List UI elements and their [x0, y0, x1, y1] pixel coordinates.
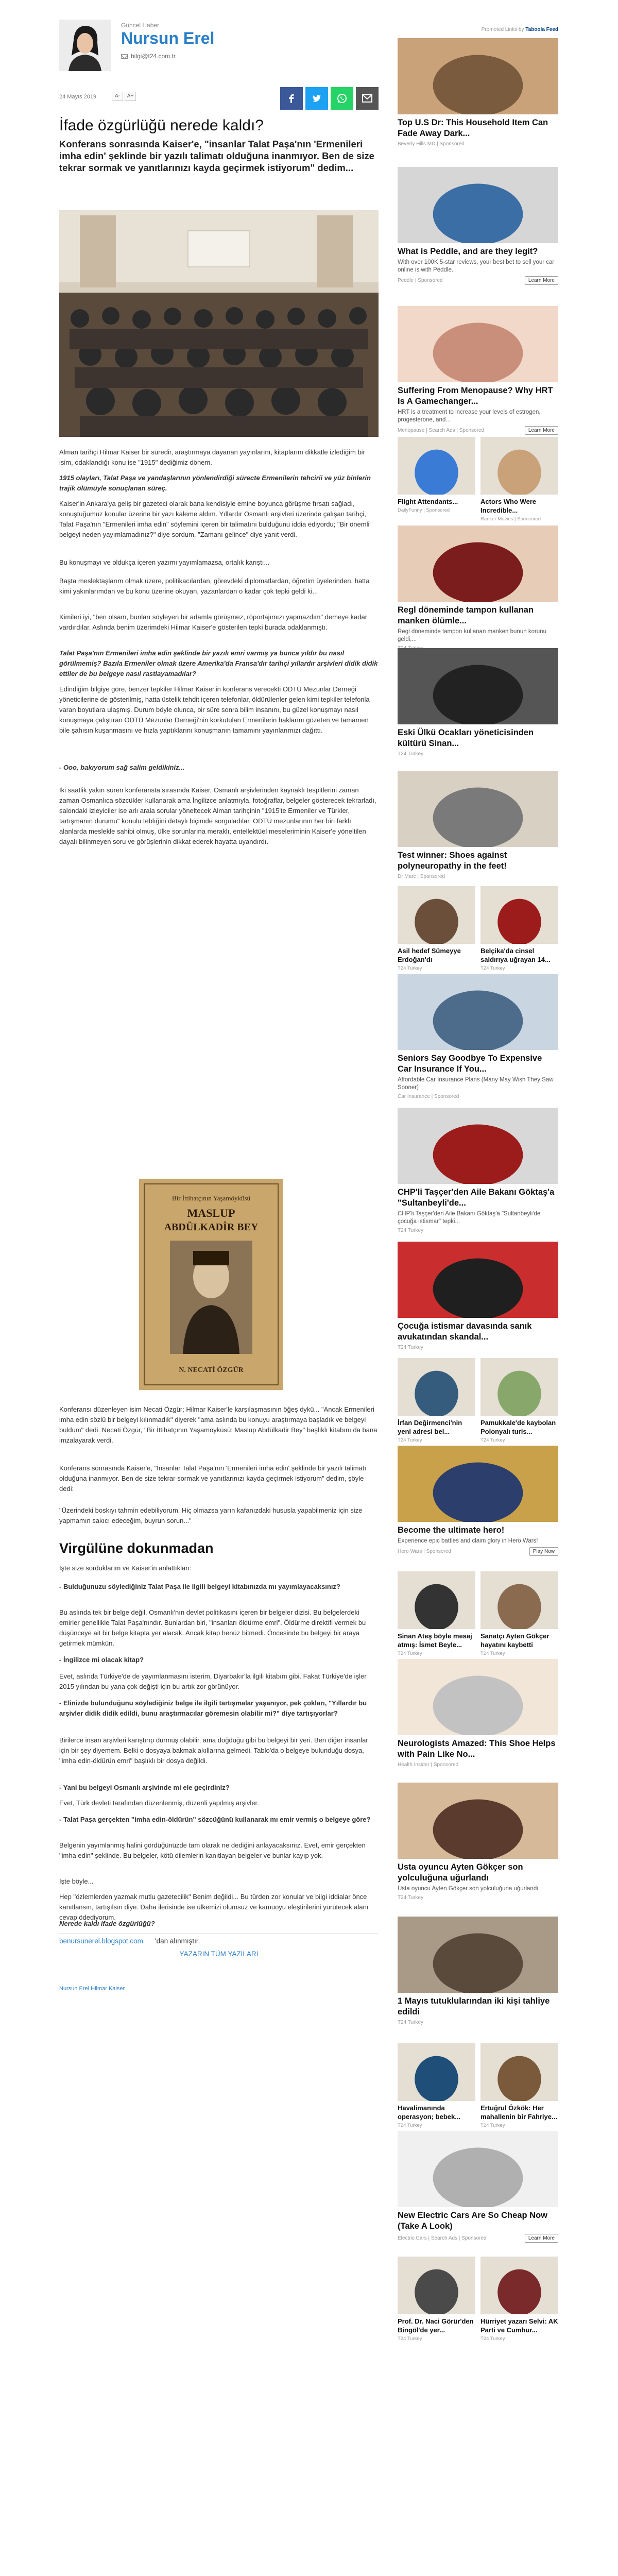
sponsored-card[interactable] — [398, 1446, 558, 1556]
font-smaller-button[interactable]: A- — [112, 92, 123, 101]
facebook-icon — [286, 93, 297, 104]
card-source-row — [398, 2020, 558, 2025]
card-source: Ranker Movies | Sponsored — [480, 516, 541, 522]
sponsored-sidebar — [398, 0, 558, 2576]
sponsored-card-small[interactable] — [480, 1358, 558, 1443]
card-thumbnail[interactable] — [398, 526, 558, 602]
card-source: T24 Turkey — [480, 1437, 505, 1443]
blog-link[interactable]: benursunerel.blogspot.com — [59, 1937, 143, 1945]
card-title[interactable]: What is Peddle, and are they legit? — [398, 247, 538, 256]
card-title[interactable]: Suffering From Menopause? Why HRT Is A Gamechanger... — [398, 386, 553, 406]
card-title[interactable]: Usta oyuncu Ayten Gökçer son yolculuğuna uğurlandı — [398, 1862, 523, 1883]
book-cover-image — [139, 1179, 283, 1390]
card-source: Electric Cars | Search Ads | Sponsored — [398, 2235, 487, 2241]
card-source: Peddle | Sponsored — [398, 278, 443, 283]
card-thumbnail[interactable] — [398, 1108, 558, 1184]
twitter-icon — [312, 93, 322, 104]
question: - Bulduğunuzu söylediğiniz Talat Paşa ile ilgili belgeyi kitabınızda mı yayımlayacaksınız? — [59, 1583, 340, 1590]
card-source: DailyFunny | Sponsored — [398, 507, 450, 513]
article-headline: İfade özgürlüğü nerede kaldı? — [59, 117, 264, 134]
interview-header: Virgülüne dokunmadan — [59, 1540, 214, 1556]
email-share-button[interactable] — [356, 87, 379, 110]
card-source-row — [398, 1547, 558, 1556]
card-source: T24 Turkey — [398, 1228, 424, 1233]
author-name[interactable]: Nursun Erel — [121, 29, 215, 47]
paragraph: Konferans sonrasında Kaiser'e, "İnsanlar Talat Paşa'nın 'Ermenileri imha edin' şeklinde bir yazılı talimatı olduğuna inanmıyor. Ben de size tekrar sormak ve yanıtlarınızı kayda geçirmek istiyorum" dedim, şöyle dedi: — [59, 1464, 366, 1493]
sponsored-card-small[interactable] — [480, 1571, 558, 1656]
whatsapp-share-button[interactable] — [331, 87, 353, 110]
paragraph: Kaiser'in Ankara'ya geliş bir gazeteci olarak bana kendisiyle emine boyunca görüşme fırsatı sağladı, konuştuğumuz konular üzerine bir yazı kaleme aldım. Yıllardır Osmanlı arşivleri üzerinde çalışan tarihçi, Talat Paşa'nın "Ermenileri imha edin" söylemini içeren bir talimatını bulduğunu iddia ediyordu; "Bir önemli belgeyi neden yayımlamadınız?" diye sordum, "Zamanı gelince" diye yanıt verdi. — [59, 500, 370, 538]
interview-intro: İşte size sorduklarım ve Kaiser'in anlattıkları: — [59, 1564, 192, 1572]
card-title[interactable]: Asil hedef Sümeyye Erdoğan'dı — [398, 947, 461, 963]
card-thumbnail[interactable] — [480, 886, 558, 944]
sponsored-card-small[interactable] — [480, 2043, 558, 2128]
author-email-text: bilgi@t24.com.tr — [131, 53, 176, 60]
answer: Evet, aslında Türkiye'de de yayımlanmasını isterim, Diyarbakır'la ilgili kitabım gibi. Fakat Türkiye'de işler 2015 yılından bu yana çok değişti için bu artık zor görünüyor. — [59, 1672, 367, 1690]
card-title[interactable]: İrfan Değirmenci'nin yeni adresi bel... — [398, 1419, 462, 1435]
card-source: T24 Turkey — [398, 965, 422, 971]
book-cover-author: N. NECATİ ÖZGÜR — [179, 1366, 244, 1374]
card-thumbnail[interactable] — [398, 38, 558, 114]
card-source: Health Insider | Sponsored — [398, 1762, 459, 1768]
answer: Evet, Türk devleti tarafından düzenlenmiş, düzenli yapılmış arşivler. — [59, 1799, 259, 1807]
card-title[interactable]: Sinan Ateş böyle mesaj atmış: İsmet Beyle... — [398, 1632, 472, 1649]
article-column — [59, 0, 379, 2576]
paragraph: Konferansı düzenleyen isim Necati Özgür; Hilmar Kaiser'le karşılaşmasının öğeş öykü... "Ancak Ermenileri imha edin sözlü bir belgeyi kılınmadık" diyerek "ama aslında bu konuyu araştırmaya başladık ve belgeyi buldum" dedi. Necati Özgür, "Bir İttihatçının Yaşamöyküsü: Maslup Abdülkadir Bey" başlıklı kitabını da bana imzalayarak verdi. — [59, 1405, 377, 1444]
card-source: T24 Turkey — [480, 965, 505, 971]
card-description: Experience epic battles and claim glory in Hero Wars! — [398, 1538, 538, 1544]
card-thumbnail[interactable] — [398, 167, 558, 243]
card-title[interactable]: Prof. Dr. Naci Görür'den Bingöl'de yer... — [398, 2317, 474, 2334]
card-cta-button[interactable]: Learn More — [525, 426, 558, 435]
card-thumbnail[interactable] — [398, 1783, 558, 1859]
card-source-row — [398, 1895, 558, 1901]
question: - İngilizce mi olacak kitap? — [59, 1656, 144, 1664]
sponsored-card-small[interactable] — [480, 2257, 558, 2342]
card-description: CHP'li Taşçer'den Aile Bakanı Göktaş'a "Sultanbeyli'de çocuğa istismar" tepki... — [398, 1211, 541, 1225]
blog-suffix: 'dan alınmıştır. — [155, 1937, 200, 1945]
card-source-row — [398, 2234, 558, 2243]
whatsapp-icon — [336, 93, 348, 104]
email-icon — [362, 94, 372, 103]
card-title[interactable]: Neurologists Amazed: This Shoe Helps with Pain Like No... — [398, 1739, 556, 1759]
author-email[interactable] — [121, 53, 176, 60]
card-title[interactable]: New Electric Cars Are So Cheap Now (Take A Look) — [398, 2211, 547, 2231]
card-thumbnail[interactable] — [398, 1358, 475, 1416]
card-title[interactable]: Flight Attendants... — [398, 498, 458, 505]
divider — [59, 1933, 379, 1934]
question: - Yani bu belgeyi Osmanlı arşivinde mi ele geçirdiniz? — [59, 1784, 230, 1791]
twitter-share-button[interactable] — [305, 87, 328, 110]
book-cover-line3: ABDÜLKADİR BEY — [164, 1222, 259, 1233]
author-box — [59, 20, 379, 76]
card-source: T24 Turkey — [480, 2123, 505, 2128]
card-source: T24 Turkey — [398, 1345, 424, 1350]
paragraph: Alman tarihçi Hilmar Kaiser bir süredir, araştırmaya dayanan yayınlarını, kitaplarını dikkatle izlediğim bir isim, odaklandığı konu ise "1915" dediğimiz dönem. — [59, 448, 365, 466]
sponsored-card-small[interactable] — [398, 2043, 475, 2128]
sponsored-card[interactable] — [398, 2131, 558, 2243]
card-thumbnail[interactable] — [398, 2257, 475, 2314]
card-title[interactable]: Actors Who Were Incredible... — [480, 498, 537, 514]
font-size-controls — [112, 92, 136, 101]
sponsored-card[interactable] — [398, 306, 558, 435]
sponsored-pair-row — [398, 1571, 558, 1656]
card-source-row — [398, 1228, 558, 1233]
author-avatar[interactable] — [59, 20, 111, 71]
card-title[interactable]: Regl döneminde tampon kullanan manken ölümle... — [398, 605, 534, 625]
card-title[interactable]: Ertuğrul Özkök: Her mahallenin bir Fahriye... — [480, 2104, 557, 2121]
card-source: T24 Turkey — [398, 751, 424, 757]
all-posts-link[interactable]: YAZARIN TÜM YAZILARI — [179, 1950, 259, 1958]
card-source: Beverly Hills MD | Sponsored — [398, 141, 465, 147]
sponsored-card[interactable] — [398, 1917, 558, 2025]
paragraph: Bu konuşmayı ve oldukça içeren yazımı yayımlamazsa, ortalık karıştı... — [59, 558, 270, 566]
publish-date: 24 Mayıs 2019 — [59, 94, 97, 100]
card-title[interactable]: 1 Mayıs tutuklularından iki kişi tahliye edildi — [398, 1996, 550, 2016]
paragraph: Edindiğim bilgiye göre, benzer tepkiler Hilmar Kaiser'in konferans verecekti ODTÜ Mezunlar Derneği yöneticilerine de gösterilmiş, hatta üstelik tehdit içeren telefonlar, öldürülenler gelen kimi tepkiler telefonla varan boyutlara ulaşmış. Durum böyle olunca, bir süre sonra bilim insanını, bu güzel konuşmayı nasıl konuşmaya çalıştıran ODTÜ Mezunlar Derneği'nin korkutulan Ermenilerin haklarını gözeten ve tamamen bile şahısın kuşanmasını ve hızla yaptıklarını konuşmanın tamamını yayınlarımızı dağıttı. — [59, 685, 370, 734]
sponsored-card[interactable] — [398, 1659, 558, 1768]
book-cover-line2: MASLUP — [187, 1207, 235, 1219]
card-thumbnail[interactable] — [480, 1571, 558, 1629]
taboola-prefix: Promoted Links by — [481, 27, 524, 32]
card-description: HRT is a treatment to increase your levels of estrogen, progesterone, and... — [398, 409, 541, 423]
card-title[interactable]: Seniors Say Goodbye To Expensive Car Insurance If You... — [398, 1054, 542, 1074]
font-larger-button[interactable]: A+ — [125, 92, 136, 101]
sponsored-card[interactable] — [398, 1783, 558, 1901]
card-source: T24 Turkey — [398, 1437, 422, 1443]
card-source: Menopause | Search Ads | Sponsored — [398, 428, 485, 433]
paragraph: - Ooo, bakıyorum sağ salim geldikiniz... — [59, 764, 185, 771]
card-description: Regl döneminde tampon kullanan manken bunun korunu geldi,... — [398, 629, 546, 642]
card-thumbnail[interactable] — [480, 1358, 558, 1416]
author-kind: Güncel Haber — [121, 22, 160, 29]
paragraph: İşte böyle... — [59, 1877, 94, 1885]
card-source: T24 Turkey — [398, 2123, 422, 2128]
card-thumbnail[interactable] — [398, 1571, 475, 1629]
card-thumbnail[interactable] — [398, 2131, 558, 2207]
paragraph: Hep "özlemlerden yazmak mutlu gazetecilik" Benim değildi... Bu türden zor konular ve bilgi iddialar önce kanıtlansın, tartışılsın diye. Daha ilerisinde ise ülkemizi olumsuz ve kamuoyu eleştirilerini yürütecek alanı cevap ödediyorum. — [59, 1893, 369, 1921]
card-thumbnail[interactable] — [398, 1242, 558, 1318]
card-title[interactable]: Belçika'da cinsel saldırıya uğrayan 14... — [480, 947, 551, 963]
sponsored-card[interactable] — [398, 1108, 558, 1233]
card-thumbnail[interactable] — [398, 1659, 558, 1735]
card-source-row — [398, 141, 558, 147]
paragraph: "Üzerindeki boskıyı tahmin edebiliyorum. Hiç olmazsa yarın kafanızdaki hususla yapabilmeniz için size yapmamın sakıcı edeceğim, buyrun sorun..." — [59, 1506, 363, 1524]
card-description: Affordable Car Insurance Plans (Many May Wish They Saw Sooner) — [398, 1077, 554, 1091]
card-source: Dr Marc | Sponsored — [398, 874, 445, 879]
card-cta-button[interactable]: Learn More — [525, 276, 558, 285]
article-standfirst: Konferans sonrasında Kaiser'e, "insanlar Talat Paşa'nın 'Ermenileri imha edin' şeklinde bir yazılı talimatı olduğuna inanmıyor. Ben de size tekrar sormak ve yanıtlarınızı kayda geçirmek istiyorum" dedim... — [59, 139, 374, 173]
card-title[interactable]: Test winner: Shoes against polyneuropathy in the feet! — [398, 851, 507, 871]
card-source-row — [398, 874, 558, 879]
sponsored-pair-row — [398, 1358, 558, 1443]
sponsored-card-small[interactable] — [480, 437, 558, 522]
card-source: T24 Turkey — [398, 1651, 422, 1656]
paragraph: İki saatlik yakın süren konferansta sırasında Kaiser, Osmanlı arşivlerinden kaynaklı tespitlerini zaman zaman Osmanlıca sözcükler kullanarak ama İngilizce anlatmıyla, fotoğraflar, belgeler gösterecek tekrarladı, salondaki izleyiciler ise arlı arala sorular yöneltecek Alman tarihçinin "1915'te Ermeniler ve Türkler, tartışmanın durumu" konulu teblığini detaylı biçimde sorguladılar. ODTÜ mezunlarının her biri farklı alanlarda meslekle sahibi olmuş, ülke sorunlarına meraklı, entellektüel meseleriminin Kaiser'e yöneltilen dayalı bilinmeyen soru ve görüşlerinin dikkat ederek hayatta uyandırdı. — [59, 786, 376, 845]
card-title[interactable]: Top U.S Dr: This Household Item Can Fade Away Dark... — [398, 118, 548, 138]
card-source: Hero Wars | Sponsored — [398, 1549, 451, 1554]
answer: Birilerce insan arşivleri karıştırıp durmuş olabilir, ama doğduğu gibi bu belgeyi bir yeri. Ben diğer insanlar için bir şey diyemem. Belki o dosyaya bakmak akıllarına gelmedi. Tablo'da o belgeye bulunduğu dosya, "imha edin-öldürün emri" başlıklı bir dosya değildi. — [59, 1736, 368, 1765]
card-source-row — [398, 1762, 558, 1768]
card-title[interactable]: Become the ultimate hero! — [398, 1526, 505, 1535]
sponsored-card[interactable] — [398, 167, 558, 285]
facebook-share-button[interactable] — [280, 87, 303, 110]
paragraph: Kimileri iyi, "ben olsam, bunları söyleyen bir adamla görüşmez, röportajımızı yapmazdım" demeye kadar vardırdılar. Aslında benim üzerimdeki Hilmar Kaiser'e gösterilen tepki burada odaklanmıştı. — [59, 613, 368, 631]
card-source: T24 Turkey — [398, 2020, 424, 2025]
sponsored-card-small[interactable] — [398, 1358, 475, 1443]
paragraph: 1915 olayları, Talat Paşa ve yandaşlarının yönlendirdiği sürecte Ermenilerin tehcirii ve yüz binlerin trajik ölümüyle sonuçlanan süreç. — [59, 474, 371, 492]
answer: Bu aslında tek bir belge değil. Osmanlı'nın devlet politikasını içeren bir belgeler dizisi. Bu belgelerdeki emirler genellikle Talat Paşa'nındır. Bunlardan biri, "insanları öldürme emri". Öldürme direktifi vermek bu düşünceye ait bir belge kitapta yer alacak. Ancak kitap henüz bitmedi. Öncesinde bu belgeyi bir araya getirmek mümkün. — [59, 1608, 366, 1647]
paragraph: Başta meslektaşlarım olmak üzere, politikacılardan, görevdeki diplomatlardan, öğretim üyelerinden, hatta kimi yakınlarımdan ve bu konu üzerine okuyan, yazanlardan o kadar çok tepki geldi ki... — [59, 577, 370, 595]
card-source: T24 Turkey — [398, 2336, 422, 2342]
card-title[interactable]: CHP'li Taşçer'den Aile Bakanı Göktaş'a "Sultanbeyli'de... — [398, 1188, 555, 1208]
card-thumbnail[interactable] — [398, 1917, 558, 1993]
sponsored-card-small[interactable] — [398, 1571, 475, 1656]
sponsored-card[interactable] — [398, 771, 558, 879]
sponsored-card[interactable] — [398, 974, 558, 1099]
envelope-icon — [121, 54, 128, 59]
card-thumbnail[interactable] — [398, 886, 475, 944]
share-buttons — [280, 87, 379, 110]
card-thumbnail[interactable] — [398, 306, 558, 382]
sponsored-card-small[interactable] — [398, 886, 475, 971]
sponsored-pair-row — [398, 2257, 558, 2342]
card-title[interactable]: Hürriyet yazarı Selvi: AK Parti ve Cumhur... — [480, 2317, 558, 2334]
card-source-row — [398, 1094, 558, 1099]
taboola-branding[interactable] — [482, 27, 558, 32]
card-thumbnail[interactable] — [480, 2043, 558, 2101]
card-title[interactable]: Çocuğa istismar davasında sanık avukatından skandal... — [398, 1321, 532, 1342]
card-title[interactable]: Havalimanında operasyon; bebek... — [398, 2104, 461, 2121]
sponsored-card[interactable] — [398, 526, 558, 651]
article-tags[interactable]: Nursun Erel Hilmar Kaiser — [59, 1986, 125, 1992]
card-cta-button[interactable]: Learn More — [525, 2234, 558, 2243]
card-title[interactable]: Sanatçı Ayten Gökçer hayatını kaybetti — [480, 1632, 550, 1649]
sponsored-pair-row — [398, 886, 558, 971]
paragraph: Talat Paşa'nın Ermenileri imha edin şeklinde bir yazılı emri varmış ya bunca yıldır bu nasıl görülmemiş? Bazıla Ermeniler olmak üzere Amerika'da Fransa'dır tarihçi yıllardır arşivleri didik didik ettiler de bu belgeye nasıl rastlayamadılar? — [59, 649, 378, 677]
taboola-brand: Taboola Feed — [525, 27, 558, 32]
card-thumbnail[interactable] — [398, 648, 558, 724]
card-source-row — [398, 1345, 558, 1350]
card-source-row — [398, 276, 558, 285]
card-thumbnail[interactable] — [398, 437, 475, 495]
sponsored-card[interactable] — [398, 38, 558, 147]
card-thumbnail[interactable] — [480, 2257, 558, 2314]
sponsored-card[interactable] — [398, 1242, 558, 1350]
sponsored-pair-row — [398, 2043, 558, 2128]
card-thumbnail[interactable] — [398, 1446, 558, 1522]
conference-photo — [59, 210, 379, 437]
answer: Belgenin yayımlanmış halini gördüğünüzde tam olarak ne dediğini anlayacaksınız. Evet, emir gerçekten "imha edin" şeklinde. Bu belgeler, kötü dilemlerin kanıtlayan belgeler ve bunlar kayıp yok. — [59, 1841, 366, 1859]
sponsored-card-small[interactable] — [480, 886, 558, 971]
card-source-row — [398, 426, 558, 435]
card-thumbnail[interactable] — [398, 974, 558, 1050]
book-cover-line1: Bir İttihatçının Yaşamöyküsü — [171, 1194, 251, 1202]
card-title[interactable]: Pamukkale'de kaybolan Polonyalı turis... — [480, 1419, 556, 1435]
sponsored-card[interactable] — [398, 648, 558, 757]
card-source-row — [398, 751, 558, 757]
card-source: T24 Turkey — [398, 1895, 424, 1901]
card-cta-button[interactable]: Play Now — [529, 1547, 558, 1556]
card-thumbnail[interactable] — [398, 2043, 475, 2101]
article-meta-bar — [59, 86, 379, 109]
card-thumbnail[interactable] — [398, 771, 558, 847]
question: - Elinizde bulunduğunu söylediğiniz belge ile ilgili tartışmalar yaşanıyor, pek çokları, "Yıllardır bu arşivler didik didik edildi, bunu araştırmacılar göremesin olabilir mi?" diye tartışıyorlar? — [59, 1699, 367, 1717]
question: - Talat Paşa gerçekten "imha edin-öldürün" sözcüğünü kullanarak mı emir vermiş o belgeye göre? — [59, 1816, 371, 1823]
sponsored-card-small[interactable] — [398, 2257, 475, 2342]
sponsored-pair-row — [398, 437, 558, 522]
card-description: Usta oyuncu Ayten Gökçer son yolculuğuna uğurlandı — [398, 1886, 539, 1892]
card-description: With over 100K 5-star reviews, your best bet to sell your car online is with Peddle. — [398, 259, 555, 273]
closing-question: Nerede kaldı ifade özgürlüğü? — [59, 1920, 155, 1927]
card-source: T24 Turkey — [480, 2336, 505, 2342]
card-thumbnail[interactable] — [480, 437, 558, 495]
sponsored-card-small[interactable] — [398, 437, 475, 522]
card-source: T24 Turkey — [480, 1651, 505, 1656]
card-title[interactable]: Eski Ülkü Ocakları yöneticisinden kültürü Sinan... — [398, 728, 534, 748]
card-source: Car Insurance | Sponsored — [398, 1094, 459, 1099]
